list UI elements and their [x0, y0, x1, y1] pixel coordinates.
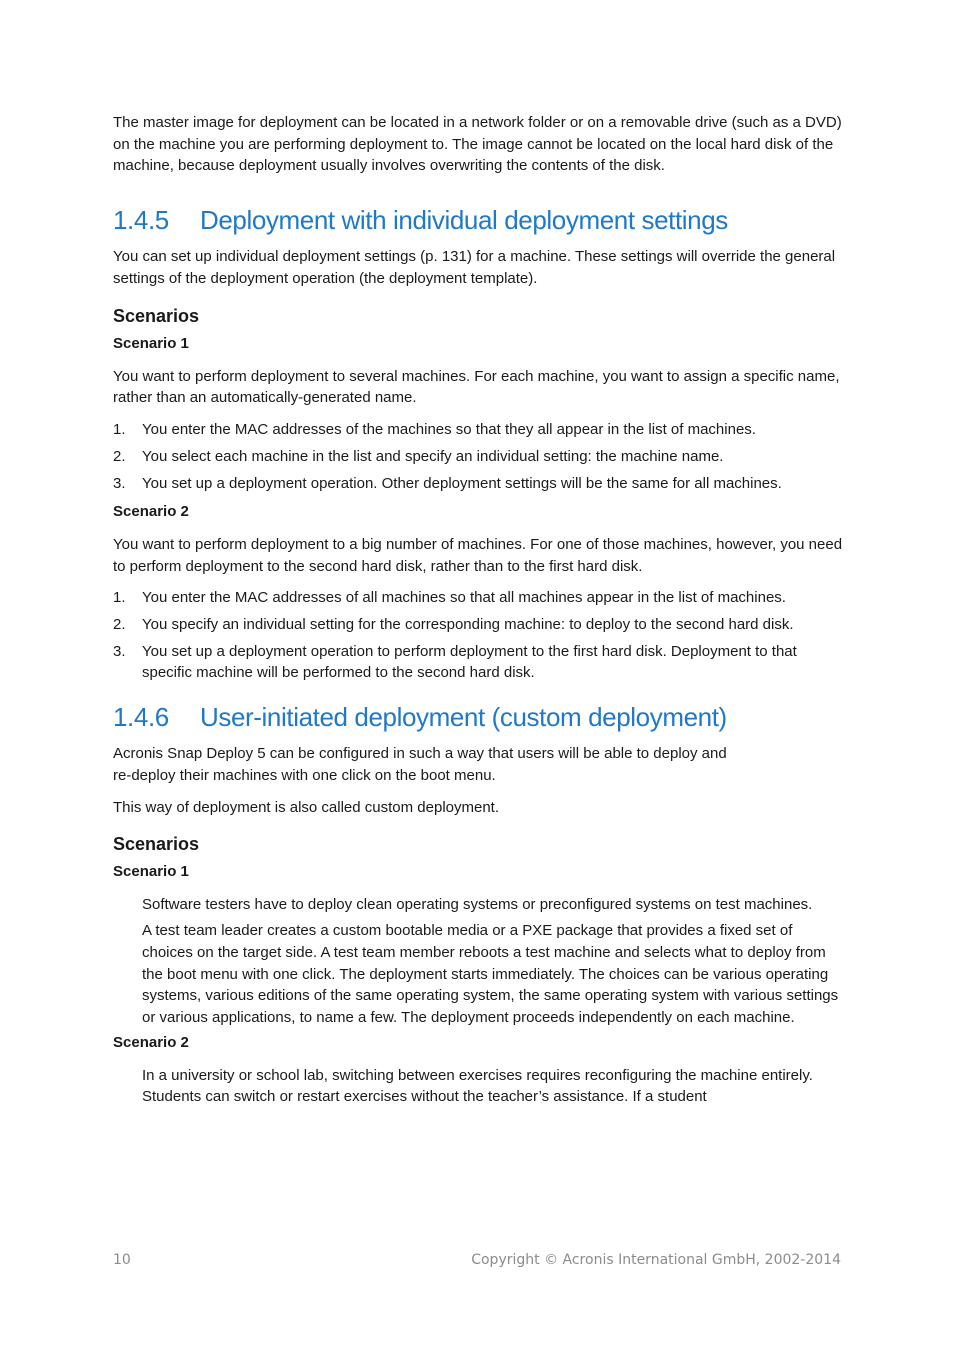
- step-text: You select each machine in the list and specify an individual setting: the machine name.: [142, 447, 724, 465]
- step-number: 1.: [113, 420, 126, 438]
- scenario-title: Scenario 1: [113, 334, 189, 352]
- section-heading-1-4-5: [113, 204, 843, 236]
- section-heading-1-4-6: [113, 701, 843, 733]
- list-item: [113, 614, 843, 635]
- step-number: 2.: [113, 447, 126, 465]
- list-item: [113, 641, 843, 683]
- step-text: You enter the MAC addresses of all machines so that all machines appear in the list of machines.: [142, 589, 786, 607]
- steps-list: [113, 587, 843, 683]
- step-number: 3.: [113, 643, 126, 661]
- scenarios-heading: Scenarios: [113, 305, 200, 326]
- section-body-line: re-deploy their machines with one click on the boot menu.: [113, 767, 496, 785]
- list-item: [113, 473, 843, 494]
- step-number: 1.: [113, 589, 126, 607]
- step-number: 2.: [113, 616, 126, 634]
- section-number: 1.4.6: [113, 702, 169, 733]
- section-body: This way of deployment is also called custom deployment.: [113, 798, 500, 816]
- scenarios-heading: Scenarios: [113, 834, 200, 855]
- copyright-notice: Copyright © Acronis International GmbH, 2002-2014: [471, 1252, 841, 1268]
- section-body: You can set up individual deployment settings (p. 131) for a machine. These settings will override the general settings of the deployment operation (the deployment template).: [113, 248, 836, 287]
- section-title: User-initiated deployment (custom deployment): [200, 702, 727, 733]
- document-page: [113, 112, 843, 1112]
- intro-paragraph: The master image for deployment can be located in a network folder or on a removable drive (such as a DVD) on the machine you are performing deployment to. The image cannot be located on the local hard disk of the machine, because deployment usually involves overwriting the contents of the disk.: [113, 114, 842, 175]
- section-number: 1.4.5: [113, 205, 169, 236]
- list-item: [113, 419, 843, 440]
- scenario-paragraph: Software testers have to deploy clean operating systems or preconfigured systems on test machines.: [142, 896, 813, 914]
- scenario-body: You want to perform deployment to several machines. For each machine, you want to assign a specific name, rather than an automatically-generated name.: [113, 367, 840, 407]
- section-body-line: Acronis Snap Deploy 5 can be configured in such a way that users will be able to deploy and: [113, 745, 727, 763]
- step-text: You enter the MAC addresses of the machines so that they all appear in the list of machines.: [142, 420, 756, 438]
- step-text: You specify an individual setting for the corresponding machine: to deploy to the second hard disk.: [142, 616, 794, 634]
- scenario-body: You want to perform deployment to a big number of machines. For one of those machines, however, you need to perform deployment to the second hard disk, rather than to the first hard disk.: [113, 535, 843, 575]
- section-title: Deployment with individual deployment settings: [200, 205, 728, 236]
- page-number: 10: [113, 1252, 131, 1268]
- steps-list: [113, 419, 843, 494]
- scenario-title: Scenario 2: [113, 1033, 189, 1051]
- scenario-title: Scenario 1: [113, 863, 189, 881]
- step-text: You set up a deployment operation to perform deployment to the first hard disk. Deployment to that specific machine will be performed to the second hard disk.: [142, 643, 797, 682]
- list-item: [113, 587, 843, 608]
- step-text: You set up a deployment operation. Other deployment settings will be the same for all machines.: [142, 474, 782, 492]
- step-number: 3.: [113, 474, 126, 492]
- scenario-title: Scenario 2: [113, 502, 189, 520]
- scenario-paragraph: A test team leader creates a custom bootable media or a PXE package that provides a fixed set of choices on the target side. A test team member reboots a test machine and selects what to deploy from the boot menu with one click. The deployment starts immediately. The choices can be various operating systems, various editions of the same operating system, the same operating system with various settings or various applications, to name a few. The deployment proceeds independently on each machine.: [142, 922, 839, 1026]
- scenario-paragraph: In a university or school lab, switching between exercises requires reconfiguring the machine entirely. Students can switch or restart exercises without the teacher’s assistance. If a student: [142, 1066, 813, 1106]
- list-item: [113, 446, 843, 467]
